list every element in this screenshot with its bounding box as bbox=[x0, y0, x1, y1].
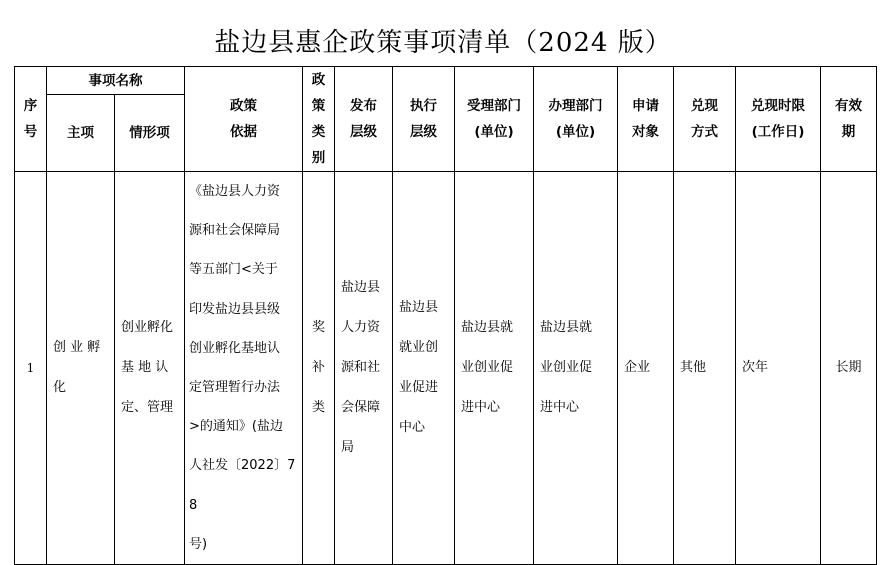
page-title: 盐边县惠企政策事项清单（2024 版） bbox=[214, 28, 672, 58]
header-accepting-dept: 受理部门 (单位) bbox=[455, 67, 534, 172]
cell-main-item: 创 业 孵 化 bbox=[47, 172, 115, 565]
cell-policy-basis: 《盐边县人力资 源和社会保障局 等五部门<关于 印发盐边县县级 创业孵化基地认 定管理暂行办法 >的通知》(盐边 人社发〔2022〕78 号) bbox=[185, 172, 303, 565]
cell-situation-item: 创业孵化 基 地 认 定、管理 bbox=[115, 172, 185, 565]
header-executing-level: 执行 层级 bbox=[393, 67, 455, 172]
header-applicant: 申请 对象 bbox=[618, 67, 674, 172]
cell-policy-type: 奖 补 类 bbox=[303, 172, 335, 565]
cell-applicant: 企业 bbox=[618, 172, 674, 565]
cell-seq: 1 bbox=[15, 172, 47, 565]
cell-issuing-level: 盐边县 人力资 源和社 会保障 局 bbox=[335, 172, 393, 565]
cell-executing-level: 盐边县 就业创 业促进 中心 bbox=[393, 172, 455, 565]
cell-accepting-dept: 盐边县就 业创业促 进中心 bbox=[455, 172, 534, 565]
header-seq: 序 号 bbox=[15, 67, 47, 172]
header-policy-type: 政 策 类 别 bbox=[303, 67, 335, 172]
cell-redeem-method: 其他 bbox=[674, 172, 736, 565]
header-item-name: 事项名称 bbox=[47, 67, 185, 95]
cell-redeem-deadline: 次年 bbox=[736, 172, 821, 565]
header-handling-dept: 办理部门 (单位) bbox=[534, 67, 618, 172]
table-row bbox=[15, 172, 877, 565]
header-main-item: 主项 bbox=[47, 95, 115, 172]
header-redeem-method: 兑现 方式 bbox=[674, 67, 736, 172]
header-issuing-level: 发布 层级 bbox=[335, 67, 393, 172]
policy-table bbox=[14, 66, 877, 565]
header-situation-item: 情形项 bbox=[115, 95, 185, 172]
header-policy-basis: 政策 依据 bbox=[185, 67, 303, 172]
header-validity: 有效 期 bbox=[821, 67, 877, 172]
cell-handling-dept: 盐边县就 业创业促 进中心 bbox=[534, 172, 618, 565]
header-redeem-deadline: 兑现时限 (工作日) bbox=[736, 67, 821, 172]
header-row-1 bbox=[15, 67, 877, 95]
cell-validity: 长期 bbox=[821, 172, 877, 565]
